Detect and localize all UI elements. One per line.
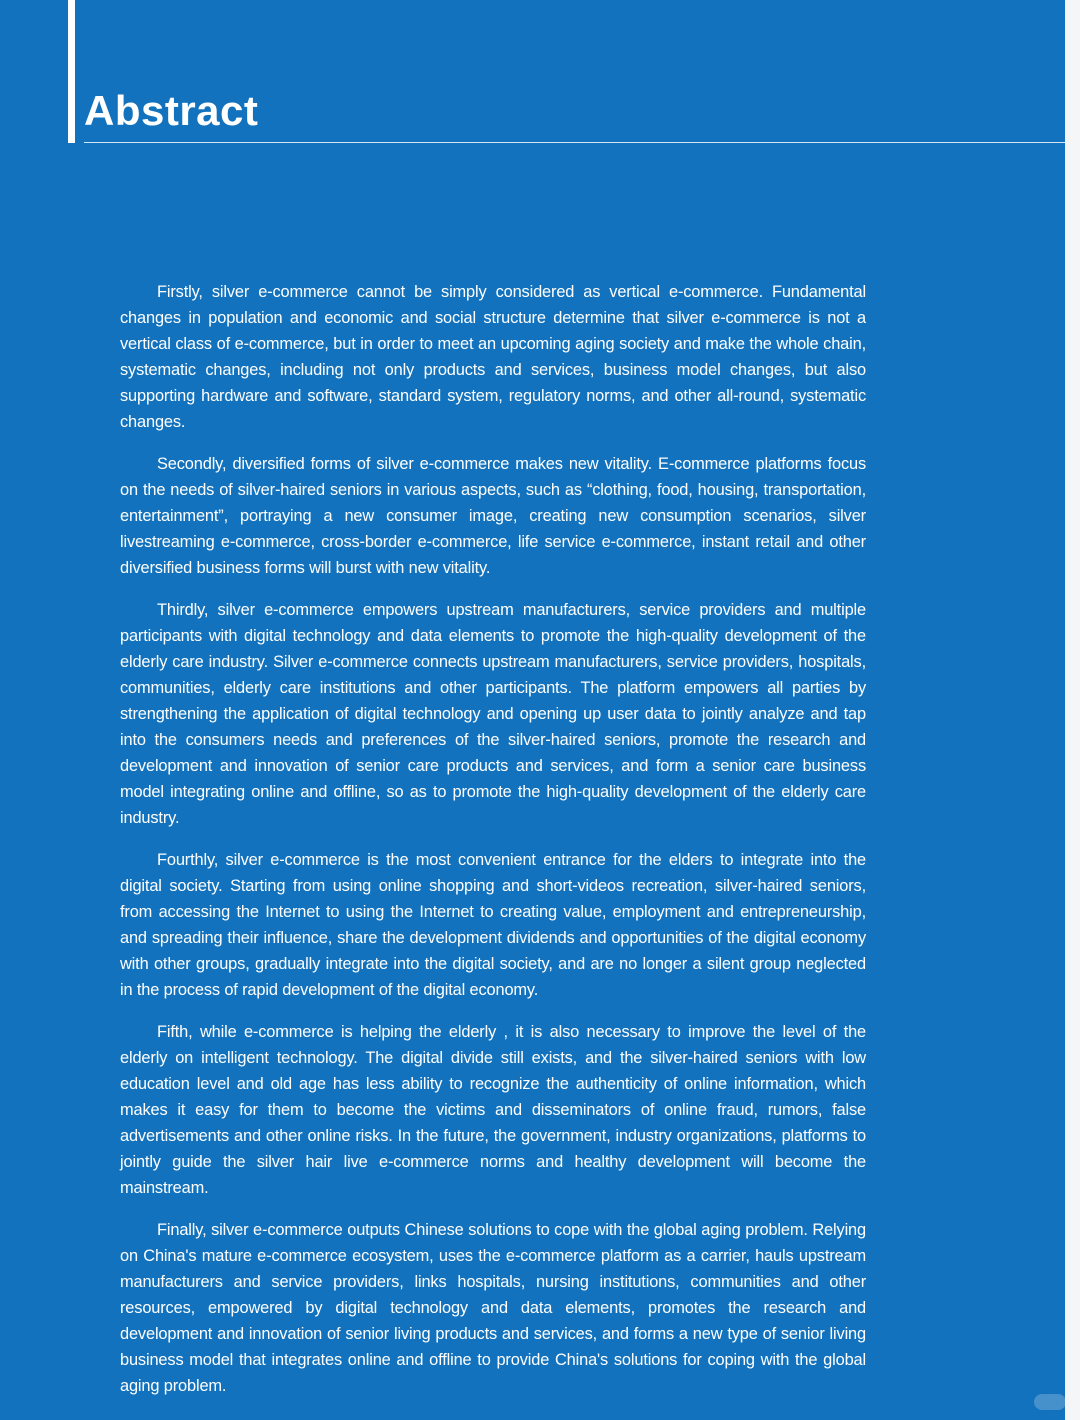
abstract-body [120, 279, 866, 1415]
paragraph-fourthly: Fourthly, silver e-commerce is the most convenient entrance for the elders to integrate into the digital society. Starting from using online shopping and short-videos recreation, silver-haired seniors, from accessing the Internet to using the Internet to creating value, employment and entrepreneurship, and spreading their influence, share the development dividends and opportunities of the digital economy with other groups, gradually integrate into the digital society, and are no longer a silent group neglected in the process of rapid development of the digital economy. [120, 851, 866, 999]
title-divider [84, 142, 1065, 143]
watermark-badge [1034, 1394, 1066, 1410]
title-accent-bar [68, 0, 75, 143]
paragraph-fifth: Fifth, while e-commerce is helping the elderly , it is also necessary to improve the level of the elderly on intelligent technology. The digital divide still exists, and the silver-haired seniors with low education level and old age has less ability to recognize the authenticity of online information, which makes it easy for them to become the victims and disseminators of online fraud, rumors, false advertisements and other online risks. In the future, the government, industry organizations, platforms to jointly guide the silver hair live e-commerce norms and healthy development will become the mainstream. [120, 1023, 866, 1197]
paragraph-firstly: Firstly, silver e-commerce cannot be simply considered as vertical e-commerce. Fundamental changes in population and economic and social structure determine that silver e-commerce is not a vertical class of e-commerce, but in order to meet an upcoming aging society and make the whole chain, systematic changes, including not only products and services, business model changes, but also supporting hardware and software, standard system, regulatory norms, and other all-round, systematic changes. [120, 283, 866, 431]
paragraph-finally: Finally, silver e-commerce outputs Chinese solutions to cope with the global aging problem. Relying on China's mature e-commerce ecosystem, uses the e-commerce platform as a carrier, hauls upstream manufacturers and service providers, links hospitals, nursing institutions, communities and other resources, empowered by digital technology and data elements, promotes the research and development and innovation of senior living products and services, and forms a new type of senior living business model that integrates online and offline to provide China's solutions for coping with the global aging problem. [120, 1221, 866, 1395]
paragraph-secondly: Secondly, diversified forms of silver e-commerce makes new vitality. E-commerce platforms focus on the needs of silver-haired seniors in various aspects, such as “clothing, food, housing, transportation, entertainment”, portraying a new consumer image, creating new consumption scenarios, silver livestreaming e-commerce, cross-border e-commerce, life service e-commerce, instant retail and other diversified business forms will burst with new vitality. [120, 455, 866, 577]
page-edge-margin [1065, 0, 1080, 1420]
page-title: Abstract [84, 87, 259, 134]
paragraph-thirdly: Thirdly, silver e-commerce empowers upstream manufacturers, service providers and multiple participants with digital technology and data elements to promote the high-quality development of the elderly care industry. Silver e-commerce connects upstream manufacturers, service providers, hospitals, communities, elderly care institutions and other participants. The platform empowers all parties by strengthening the application of digital technology and opening up user data to jointly analyze and tap into the consumers needs and preferences of the silver-haired seniors, promote the research and development and innovation of senior care products and services, and form a senior care business model integrating online and offline, so as to promote the high-quality development of the elderly care industry. [120, 601, 866, 827]
